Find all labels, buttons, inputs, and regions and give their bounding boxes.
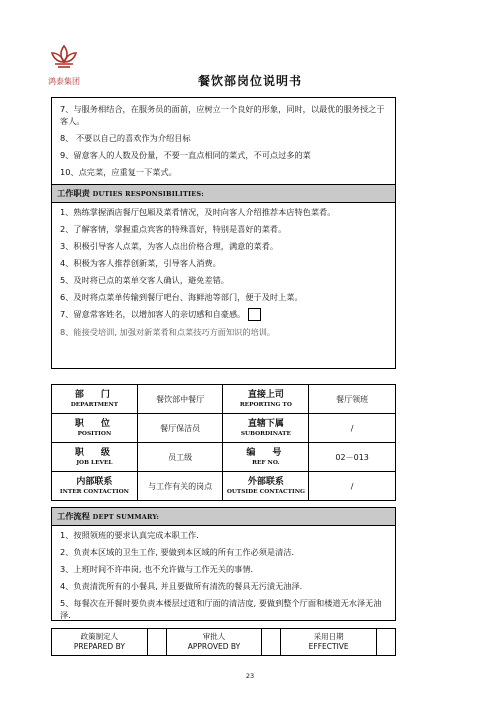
job-level-label-zh: 职 级 bbox=[74, 447, 114, 458]
position-value: 餐厅保洁员 bbox=[137, 414, 223, 443]
outside-contact-label-en: OUTSIDE CONTACTING bbox=[226, 488, 305, 495]
job-level-value: 员工级 bbox=[137, 443, 223, 472]
duty-item: 5、及时将已点的菜单交客人确认，避免差错。 bbox=[60, 275, 229, 285]
duties-box bbox=[51, 97, 396, 369]
job-level-label-en: JOB LEVEL bbox=[76, 459, 113, 466]
intro-line-10: 10、点完菜，应重复一下菜式。 bbox=[60, 167, 177, 177]
workflow-item: 4、负责清洗所有的小餐具, 并且要做所有清洗的餐具无污渍无油泽. bbox=[60, 581, 303, 591]
inter-contact-label bbox=[52, 472, 138, 501]
workflow-heading-en: DEPT SUMMARY: bbox=[92, 513, 160, 521]
approved-by-label bbox=[166, 629, 262, 656]
duty-item: 8、能接受培训, 加强对新菜肴和点菜技巧方面知识的培训。 bbox=[60, 327, 276, 337]
subordinate-label-en: SUBORDINATE bbox=[240, 430, 291, 437]
inter-contact-label-zh: 内部联系 bbox=[76, 476, 113, 487]
position-label-zh: 职 位 bbox=[74, 418, 114, 429]
reporting-to-label bbox=[223, 385, 309, 414]
intro-line-7: 7、与服务相结合，在服务员的面前，应树立一个良好的形象，同时，以最优的服务授之于客人。 bbox=[60, 104, 385, 126]
approved-by-zh: 审批人 bbox=[202, 632, 226, 641]
duties-heading bbox=[52, 184, 395, 203]
duty-item: 2、了解客情，掌握重点宾客的特殊喜好，特别是喜好的菜肴。 bbox=[60, 224, 287, 234]
outside-contact-label bbox=[223, 472, 309, 501]
lotus-emblem-icon bbox=[49, 44, 79, 70]
prepared-by-zh: 政策制定人 bbox=[80, 632, 119, 641]
duties-heading-zh: 工作职责 bbox=[57, 188, 90, 198]
effective-label bbox=[281, 629, 377, 656]
outside-contact-label-zh: 外部联系 bbox=[247, 476, 284, 487]
department-label-zh: 部 门 bbox=[74, 389, 114, 400]
duty-item-text: 7、留意常客姓名，以增加客人的亲切感和自豪感。 bbox=[60, 309, 246, 319]
effective-en: EFFECTIVE bbox=[308, 642, 349, 651]
ref-no-value: 02－013 bbox=[309, 443, 396, 472]
position-label-en: POSITION bbox=[77, 430, 112, 437]
inter-contact-value: 与工作有关的岗点 bbox=[137, 472, 223, 501]
subordinate-label bbox=[223, 414, 309, 443]
duties-heading-en: DUTIES RESPONSIBILITIES: bbox=[92, 190, 204, 198]
duty-item bbox=[52, 305, 395, 323]
prepared-by-label bbox=[52, 629, 148, 656]
reporting-to-value: 餐厅领班 bbox=[309, 385, 396, 414]
job-level-label bbox=[52, 443, 138, 472]
workflow-box bbox=[51, 507, 396, 621]
page-title: 餐饮部岗位说明书 bbox=[197, 74, 302, 88]
workflow-item: 3、上班时间不许串岗, 也不允许做与工作无关的事情. bbox=[60, 564, 254, 574]
subordinate-value: / bbox=[309, 414, 396, 443]
department-label bbox=[52, 385, 138, 414]
duty-item: 6、及时将点菜单传输到餐厅吧台、海鲜池等部门，便于及时上菜。 bbox=[60, 292, 303, 302]
effective-field[interactable] bbox=[377, 629, 396, 656]
intro-line-9: 9、留意客人的人数及份量，不要一直点相同的菜式，不可点过多的菜 bbox=[60, 150, 311, 160]
effective-zh: 采用日期 bbox=[313, 632, 344, 641]
duty-item: 4、积极为客人推荐创新菜，引导客人消费。 bbox=[60, 258, 221, 268]
department-value: 餐饮部中餐厅 bbox=[137, 385, 223, 414]
position-info-table bbox=[51, 384, 396, 501]
approved-by-en: APPROVED BY bbox=[187, 642, 241, 651]
reporting-to-label-en: REPORTING TO bbox=[239, 401, 292, 408]
workflow-item: 1、按照领班的要求认真完成本职工作. bbox=[60, 530, 199, 540]
workflow-heading bbox=[52, 508, 395, 526]
workflow-heading-zh: 工作流程 bbox=[57, 511, 90, 521]
logo-text: 鸿泰集团 bbox=[48, 77, 80, 86]
workflow-item: 5、每餐次在开餐时要负责本楼层过道和厅面的清洁度, 要做到整个厅面和楼道无水泽无油泽. bbox=[60, 598, 382, 620]
subordinate-label-zh: 直辖下属 bbox=[247, 418, 284, 429]
intro-line-8: 8、 不要以自己的喜欢作为介绍目标 bbox=[60, 133, 191, 143]
checkbox[interactable] bbox=[248, 308, 261, 321]
ref-no-label bbox=[223, 443, 309, 472]
prepared-by-field[interactable] bbox=[147, 629, 166, 656]
inter-contact-label-en: INTER CONTACTION bbox=[59, 488, 129, 495]
ref-no-label-zh: 编 号 bbox=[246, 447, 286, 458]
prepared-by-en: PREPARED BY bbox=[73, 642, 125, 651]
duty-item: 1、熟练掌握酒店餐厅包厢及菜肴情况，及时向客人介绍推荐本店特色菜肴。 bbox=[60, 207, 336, 217]
position-label bbox=[52, 414, 138, 443]
ref-no-label-en: REF NO. bbox=[252, 459, 280, 466]
signoff-table bbox=[51, 628, 396, 656]
outside-contact-value: / bbox=[309, 472, 396, 501]
approved-by-field[interactable] bbox=[262, 629, 281, 656]
department-label-en: DEPARTMENT bbox=[70, 401, 119, 408]
page-number: 23 bbox=[245, 672, 255, 680]
duty-item: 3、积极引导客人点菜，为客人点出价格合理，满意的菜肴。 bbox=[60, 241, 279, 251]
reporting-to-label-zh: 直接上司 bbox=[247, 389, 284, 400]
workflow-item: 2、负责本区域的卫生工作, 要做到本区域的所有工作必须是清洁. bbox=[60, 547, 295, 557]
